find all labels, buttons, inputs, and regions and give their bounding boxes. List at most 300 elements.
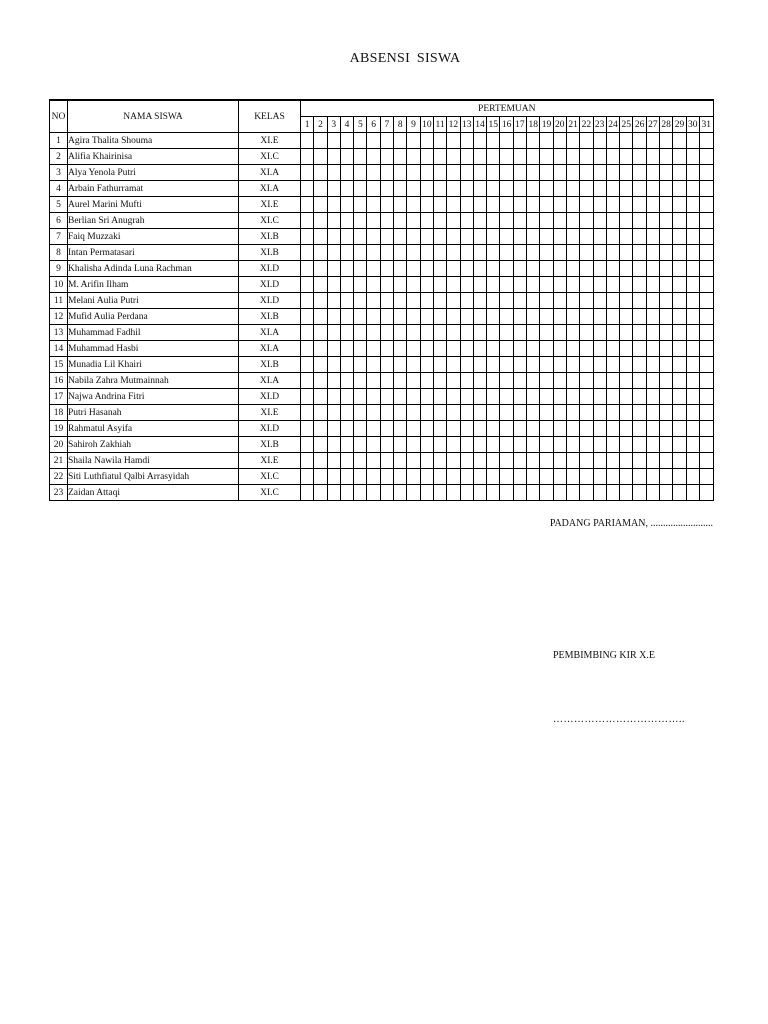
attendance-cell[interactable] xyxy=(633,357,646,373)
attendance-cell[interactable] xyxy=(646,357,659,373)
attendance-cell[interactable] xyxy=(580,357,593,373)
attendance-cell[interactable] xyxy=(553,405,566,421)
attendance-cell[interactable] xyxy=(327,181,340,197)
attendance-cell[interactable] xyxy=(447,357,460,373)
attendance-cell[interactable] xyxy=(606,341,619,357)
attendance-cell[interactable] xyxy=(699,277,713,293)
attendance-cell[interactable] xyxy=(301,389,314,405)
attendance-cell[interactable] xyxy=(699,197,713,213)
attendance-cell[interactable] xyxy=(327,373,340,389)
attendance-cell[interactable] xyxy=(553,437,566,453)
attendance-cell[interactable] xyxy=(593,325,606,341)
attendance-cell[interactable] xyxy=(487,389,500,405)
attendance-cell[interactable] xyxy=(314,245,327,261)
attendance-cell[interactable] xyxy=(447,309,460,325)
attendance-cell[interactable] xyxy=(500,437,513,453)
attendance-cell[interactable] xyxy=(646,261,659,277)
attendance-cell[interactable] xyxy=(380,245,393,261)
attendance-cell[interactable] xyxy=(686,277,699,293)
attendance-cell[interactable] xyxy=(673,309,686,325)
attendance-cell[interactable] xyxy=(660,309,673,325)
attendance-cell[interactable] xyxy=(699,261,713,277)
attendance-cell[interactable] xyxy=(460,277,473,293)
attendance-cell[interactable] xyxy=(314,485,327,501)
attendance-cell[interactable] xyxy=(540,325,553,341)
attendance-cell[interactable] xyxy=(513,341,526,357)
attendance-cell[interactable] xyxy=(646,485,659,501)
attendance-cell[interactable] xyxy=(566,437,579,453)
attendance-cell[interactable] xyxy=(620,453,633,469)
attendance-cell[interactable] xyxy=(301,229,314,245)
attendance-cell[interactable] xyxy=(500,405,513,421)
attendance-cell[interactable] xyxy=(460,229,473,245)
attendance-cell[interactable] xyxy=(513,149,526,165)
attendance-cell[interactable] xyxy=(593,277,606,293)
attendance-cell[interactable] xyxy=(673,373,686,389)
attendance-cell[interactable] xyxy=(340,309,353,325)
attendance-cell[interactable] xyxy=(433,357,446,373)
attendance-cell[interactable] xyxy=(301,309,314,325)
attendance-cell[interactable] xyxy=(513,197,526,213)
attendance-cell[interactable] xyxy=(633,341,646,357)
attendance-cell[interactable] xyxy=(606,325,619,341)
attendance-cell[interactable] xyxy=(460,309,473,325)
attendance-cell[interactable] xyxy=(473,309,486,325)
attendance-cell[interactable] xyxy=(407,389,420,405)
attendance-cell[interactable] xyxy=(553,309,566,325)
attendance-cell[interactable] xyxy=(487,229,500,245)
attendance-cell[interactable] xyxy=(699,149,713,165)
attendance-cell[interactable] xyxy=(447,341,460,357)
attendance-cell[interactable] xyxy=(380,133,393,149)
attendance-cell[interactable] xyxy=(367,213,380,229)
attendance-cell[interactable] xyxy=(660,149,673,165)
attendance-cell[interactable] xyxy=(367,325,380,341)
attendance-cell[interactable] xyxy=(380,341,393,357)
attendance-cell[interactable] xyxy=(686,309,699,325)
attendance-cell[interactable] xyxy=(340,181,353,197)
attendance-cell[interactable] xyxy=(553,421,566,437)
attendance-cell[interactable] xyxy=(460,421,473,437)
attendance-cell[interactable] xyxy=(500,197,513,213)
attendance-cell[interactable] xyxy=(606,357,619,373)
attendance-cell[interactable] xyxy=(447,293,460,309)
attendance-cell[interactable] xyxy=(407,469,420,485)
attendance-cell[interactable] xyxy=(606,421,619,437)
attendance-cell[interactable] xyxy=(380,197,393,213)
attendance-cell[interactable] xyxy=(487,149,500,165)
attendance-cell[interactable] xyxy=(420,421,433,437)
attendance-cell[interactable] xyxy=(447,197,460,213)
attendance-cell[interactable] xyxy=(394,485,407,501)
attendance-cell[interactable] xyxy=(553,277,566,293)
attendance-cell[interactable] xyxy=(327,293,340,309)
attendance-cell[interactable] xyxy=(354,325,367,341)
attendance-cell[interactable] xyxy=(354,213,367,229)
attendance-cell[interactable] xyxy=(380,389,393,405)
attendance-cell[interactable] xyxy=(527,405,540,421)
attendance-cell[interactable] xyxy=(593,181,606,197)
attendance-cell[interactable] xyxy=(566,469,579,485)
attendance-cell[interactable] xyxy=(673,229,686,245)
attendance-cell[interactable] xyxy=(394,421,407,437)
attendance-cell[interactable] xyxy=(527,261,540,277)
attendance-cell[interactable] xyxy=(580,325,593,341)
attendance-cell[interactable] xyxy=(513,229,526,245)
attendance-cell[interactable] xyxy=(673,261,686,277)
attendance-cell[interactable] xyxy=(566,245,579,261)
attendance-cell[interactable] xyxy=(553,341,566,357)
attendance-cell[interactable] xyxy=(500,149,513,165)
attendance-cell[interactable] xyxy=(301,341,314,357)
attendance-cell[interactable] xyxy=(301,197,314,213)
attendance-cell[interactable] xyxy=(433,277,446,293)
attendance-cell[interactable] xyxy=(513,389,526,405)
attendance-cell[interactable] xyxy=(340,341,353,357)
attendance-cell[interactable] xyxy=(487,341,500,357)
attendance-cell[interactable] xyxy=(673,213,686,229)
attendance-cell[interactable] xyxy=(527,437,540,453)
attendance-cell[interactable] xyxy=(513,373,526,389)
attendance-cell[interactable] xyxy=(473,405,486,421)
attendance-cell[interactable] xyxy=(301,165,314,181)
attendance-cell[interactable] xyxy=(367,277,380,293)
attendance-cell[interactable] xyxy=(699,325,713,341)
attendance-cell[interactable] xyxy=(580,197,593,213)
attendance-cell[interactable] xyxy=(593,261,606,277)
attendance-cell[interactable] xyxy=(394,341,407,357)
attendance-cell[interactable] xyxy=(487,309,500,325)
attendance-cell[interactable] xyxy=(340,197,353,213)
attendance-cell[interactable] xyxy=(314,261,327,277)
attendance-cell[interactable] xyxy=(633,373,646,389)
attendance-cell[interactable] xyxy=(553,325,566,341)
attendance-cell[interactable] xyxy=(460,149,473,165)
attendance-cell[interactable] xyxy=(540,357,553,373)
attendance-cell[interactable] xyxy=(593,437,606,453)
attendance-cell[interactable] xyxy=(394,229,407,245)
attendance-cell[interactable] xyxy=(593,453,606,469)
attendance-cell[interactable] xyxy=(540,405,553,421)
attendance-cell[interactable] xyxy=(473,133,486,149)
attendance-cell[interactable] xyxy=(660,485,673,501)
attendance-cell[interactable] xyxy=(606,149,619,165)
attendance-cell[interactable] xyxy=(380,437,393,453)
attendance-cell[interactable] xyxy=(646,469,659,485)
attendance-cell[interactable] xyxy=(367,165,380,181)
attendance-cell[interactable] xyxy=(380,309,393,325)
attendance-cell[interactable] xyxy=(380,469,393,485)
attendance-cell[interactable] xyxy=(314,229,327,245)
attendance-cell[interactable] xyxy=(487,373,500,389)
attendance-cell[interactable] xyxy=(354,341,367,357)
attendance-cell[interactable] xyxy=(394,165,407,181)
attendance-cell[interactable] xyxy=(301,357,314,373)
attendance-cell[interactable] xyxy=(527,373,540,389)
attendance-cell[interactable] xyxy=(367,245,380,261)
attendance-cell[interactable] xyxy=(513,485,526,501)
attendance-cell[interactable] xyxy=(420,373,433,389)
attendance-cell[interactable] xyxy=(327,437,340,453)
attendance-cell[interactable] xyxy=(527,453,540,469)
attendance-cell[interactable] xyxy=(540,309,553,325)
attendance-cell[interactable] xyxy=(367,341,380,357)
attendance-cell[interactable] xyxy=(447,149,460,165)
attendance-cell[interactable] xyxy=(527,213,540,229)
attendance-cell[interactable] xyxy=(606,245,619,261)
attendance-cell[interactable] xyxy=(407,373,420,389)
attendance-cell[interactable] xyxy=(633,469,646,485)
attendance-cell[interactable] xyxy=(620,469,633,485)
attendance-cell[interactable] xyxy=(460,341,473,357)
attendance-cell[interactable] xyxy=(660,437,673,453)
attendance-cell[interactable] xyxy=(527,133,540,149)
attendance-cell[interactable] xyxy=(580,437,593,453)
attendance-cell[interactable] xyxy=(580,405,593,421)
attendance-cell[interactable] xyxy=(686,197,699,213)
attendance-cell[interactable] xyxy=(540,453,553,469)
attendance-cell[interactable] xyxy=(633,165,646,181)
attendance-cell[interactable] xyxy=(407,213,420,229)
attendance-cell[interactable] xyxy=(460,197,473,213)
attendance-cell[interactable] xyxy=(433,261,446,277)
attendance-cell[interactable] xyxy=(367,197,380,213)
attendance-cell[interactable] xyxy=(686,245,699,261)
attendance-cell[interactable] xyxy=(633,309,646,325)
attendance-cell[interactable] xyxy=(606,213,619,229)
attendance-cell[interactable] xyxy=(367,357,380,373)
attendance-cell[interactable] xyxy=(593,149,606,165)
attendance-cell[interactable] xyxy=(513,261,526,277)
attendance-cell[interactable] xyxy=(487,453,500,469)
attendance-cell[interactable] xyxy=(606,453,619,469)
attendance-cell[interactable] xyxy=(340,421,353,437)
attendance-cell[interactable] xyxy=(620,277,633,293)
attendance-cell[interactable] xyxy=(699,389,713,405)
attendance-cell[interactable] xyxy=(433,341,446,357)
attendance-cell[interactable] xyxy=(686,261,699,277)
attendance-cell[interactable] xyxy=(340,293,353,309)
attendance-cell[interactable] xyxy=(566,197,579,213)
attendance-cell[interactable] xyxy=(633,229,646,245)
attendance-cell[interactable] xyxy=(420,453,433,469)
attendance-cell[interactable] xyxy=(327,197,340,213)
attendance-cell[interactable] xyxy=(367,421,380,437)
attendance-cell[interactable] xyxy=(407,229,420,245)
attendance-cell[interactable] xyxy=(673,197,686,213)
attendance-cell[interactable] xyxy=(593,293,606,309)
attendance-cell[interactable] xyxy=(407,405,420,421)
attendance-cell[interactable] xyxy=(487,405,500,421)
attendance-cell[interactable] xyxy=(646,277,659,293)
attendance-cell[interactable] xyxy=(500,469,513,485)
attendance-cell[interactable] xyxy=(340,485,353,501)
attendance-cell[interactable] xyxy=(407,165,420,181)
attendance-cell[interactable] xyxy=(340,389,353,405)
attendance-cell[interactable] xyxy=(620,437,633,453)
attendance-cell[interactable] xyxy=(473,197,486,213)
attendance-cell[interactable] xyxy=(646,245,659,261)
attendance-cell[interactable] xyxy=(699,373,713,389)
attendance-cell[interactable] xyxy=(699,341,713,357)
attendance-cell[interactable] xyxy=(527,197,540,213)
attendance-cell[interactable] xyxy=(460,133,473,149)
attendance-cell[interactable] xyxy=(646,437,659,453)
attendance-cell[interactable] xyxy=(407,181,420,197)
attendance-cell[interactable] xyxy=(620,181,633,197)
attendance-cell[interactable] xyxy=(633,133,646,149)
attendance-cell[interactable] xyxy=(460,437,473,453)
attendance-cell[interactable] xyxy=(513,325,526,341)
attendance-cell[interactable] xyxy=(354,373,367,389)
attendance-cell[interactable] xyxy=(673,149,686,165)
attendance-cell[interactable] xyxy=(340,133,353,149)
attendance-cell[interactable] xyxy=(527,277,540,293)
attendance-cell[interactable] xyxy=(620,213,633,229)
attendance-cell[interactable] xyxy=(420,389,433,405)
attendance-cell[interactable] xyxy=(527,229,540,245)
attendance-cell[interactable] xyxy=(606,229,619,245)
attendance-cell[interactable] xyxy=(673,485,686,501)
attendance-cell[interactable] xyxy=(460,165,473,181)
attendance-cell[interactable] xyxy=(673,421,686,437)
attendance-cell[interactable] xyxy=(301,437,314,453)
attendance-cell[interactable] xyxy=(354,453,367,469)
attendance-cell[interactable] xyxy=(500,213,513,229)
attendance-cell[interactable] xyxy=(500,389,513,405)
attendance-cell[interactable] xyxy=(580,245,593,261)
attendance-cell[interactable] xyxy=(367,181,380,197)
attendance-cell[interactable] xyxy=(646,325,659,341)
attendance-cell[interactable] xyxy=(553,165,566,181)
attendance-cell[interactable] xyxy=(553,229,566,245)
attendance-cell[interactable] xyxy=(340,357,353,373)
attendance-cell[interactable] xyxy=(500,245,513,261)
attendance-cell[interactable] xyxy=(540,261,553,277)
attendance-cell[interactable] xyxy=(593,389,606,405)
attendance-cell[interactable] xyxy=(327,357,340,373)
attendance-cell[interactable] xyxy=(580,389,593,405)
attendance-cell[interactable] xyxy=(420,357,433,373)
attendance-cell[interactable] xyxy=(553,261,566,277)
attendance-cell[interactable] xyxy=(340,261,353,277)
attendance-cell[interactable] xyxy=(500,325,513,341)
attendance-cell[interactable] xyxy=(580,453,593,469)
attendance-cell[interactable] xyxy=(540,277,553,293)
attendance-cell[interactable] xyxy=(447,485,460,501)
attendance-cell[interactable] xyxy=(433,373,446,389)
attendance-cell[interactable] xyxy=(660,229,673,245)
attendance-cell[interactable] xyxy=(513,453,526,469)
attendance-cell[interactable] xyxy=(301,181,314,197)
attendance-cell[interactable] xyxy=(473,373,486,389)
attendance-cell[interactable] xyxy=(606,389,619,405)
attendance-cell[interactable] xyxy=(327,485,340,501)
attendance-cell[interactable] xyxy=(566,341,579,357)
attendance-cell[interactable] xyxy=(327,213,340,229)
attendance-cell[interactable] xyxy=(566,213,579,229)
attendance-cell[interactable] xyxy=(487,357,500,373)
attendance-cell[interactable] xyxy=(367,405,380,421)
attendance-cell[interactable] xyxy=(500,373,513,389)
attendance-cell[interactable] xyxy=(367,293,380,309)
attendance-cell[interactable] xyxy=(487,213,500,229)
attendance-cell[interactable] xyxy=(500,165,513,181)
attendance-cell[interactable] xyxy=(394,373,407,389)
attendance-cell[interactable] xyxy=(433,389,446,405)
attendance-cell[interactable] xyxy=(553,469,566,485)
attendance-cell[interactable] xyxy=(540,373,553,389)
attendance-cell[interactable] xyxy=(606,373,619,389)
attendance-cell[interactable] xyxy=(606,261,619,277)
attendance-cell[interactable] xyxy=(566,149,579,165)
attendance-cell[interactable] xyxy=(513,309,526,325)
attendance-cell[interactable] xyxy=(620,357,633,373)
attendance-cell[interactable] xyxy=(660,469,673,485)
attendance-cell[interactable] xyxy=(420,213,433,229)
attendance-cell[interactable] xyxy=(380,325,393,341)
attendance-cell[interactable] xyxy=(566,309,579,325)
attendance-cell[interactable] xyxy=(699,453,713,469)
attendance-cell[interactable] xyxy=(487,181,500,197)
attendance-cell[interactable] xyxy=(380,357,393,373)
attendance-cell[interactable] xyxy=(487,261,500,277)
attendance-cell[interactable] xyxy=(394,245,407,261)
attendance-cell[interactable] xyxy=(407,453,420,469)
attendance-cell[interactable] xyxy=(660,405,673,421)
attendance-cell[interactable] xyxy=(473,181,486,197)
attendance-cell[interactable] xyxy=(540,229,553,245)
attendance-cell[interactable] xyxy=(327,421,340,437)
attendance-cell[interactable] xyxy=(593,405,606,421)
attendance-cell[interactable] xyxy=(394,405,407,421)
attendance-cell[interactable] xyxy=(314,293,327,309)
attendance-cell[interactable] xyxy=(606,469,619,485)
attendance-cell[interactable] xyxy=(500,277,513,293)
attendance-cell[interactable] xyxy=(407,261,420,277)
attendance-cell[interactable] xyxy=(473,437,486,453)
attendance-cell[interactable] xyxy=(433,469,446,485)
attendance-cell[interactable] xyxy=(686,341,699,357)
attendance-cell[interactable] xyxy=(354,405,367,421)
attendance-cell[interactable] xyxy=(660,261,673,277)
attendance-cell[interactable] xyxy=(620,133,633,149)
attendance-cell[interactable] xyxy=(553,245,566,261)
attendance-cell[interactable] xyxy=(473,261,486,277)
attendance-cell[interactable] xyxy=(301,405,314,421)
attendance-cell[interactable] xyxy=(314,213,327,229)
attendance-cell[interactable] xyxy=(566,325,579,341)
attendance-cell[interactable] xyxy=(633,181,646,197)
attendance-cell[interactable] xyxy=(314,197,327,213)
attendance-cell[interactable] xyxy=(340,437,353,453)
attendance-cell[interactable] xyxy=(460,357,473,373)
attendance-cell[interactable] xyxy=(354,181,367,197)
attendance-cell[interactable] xyxy=(646,213,659,229)
attendance-cell[interactable] xyxy=(433,453,446,469)
attendance-cell[interactable] xyxy=(527,469,540,485)
attendance-cell[interactable] xyxy=(354,133,367,149)
attendance-cell[interactable] xyxy=(460,261,473,277)
attendance-cell[interactable] xyxy=(566,357,579,373)
attendance-cell[interactable] xyxy=(633,325,646,341)
attendance-cell[interactable] xyxy=(566,277,579,293)
attendance-cell[interactable] xyxy=(593,197,606,213)
attendance-cell[interactable] xyxy=(433,133,446,149)
attendance-cell[interactable] xyxy=(314,277,327,293)
attendance-cell[interactable] xyxy=(646,373,659,389)
attendance-cell[interactable] xyxy=(673,405,686,421)
